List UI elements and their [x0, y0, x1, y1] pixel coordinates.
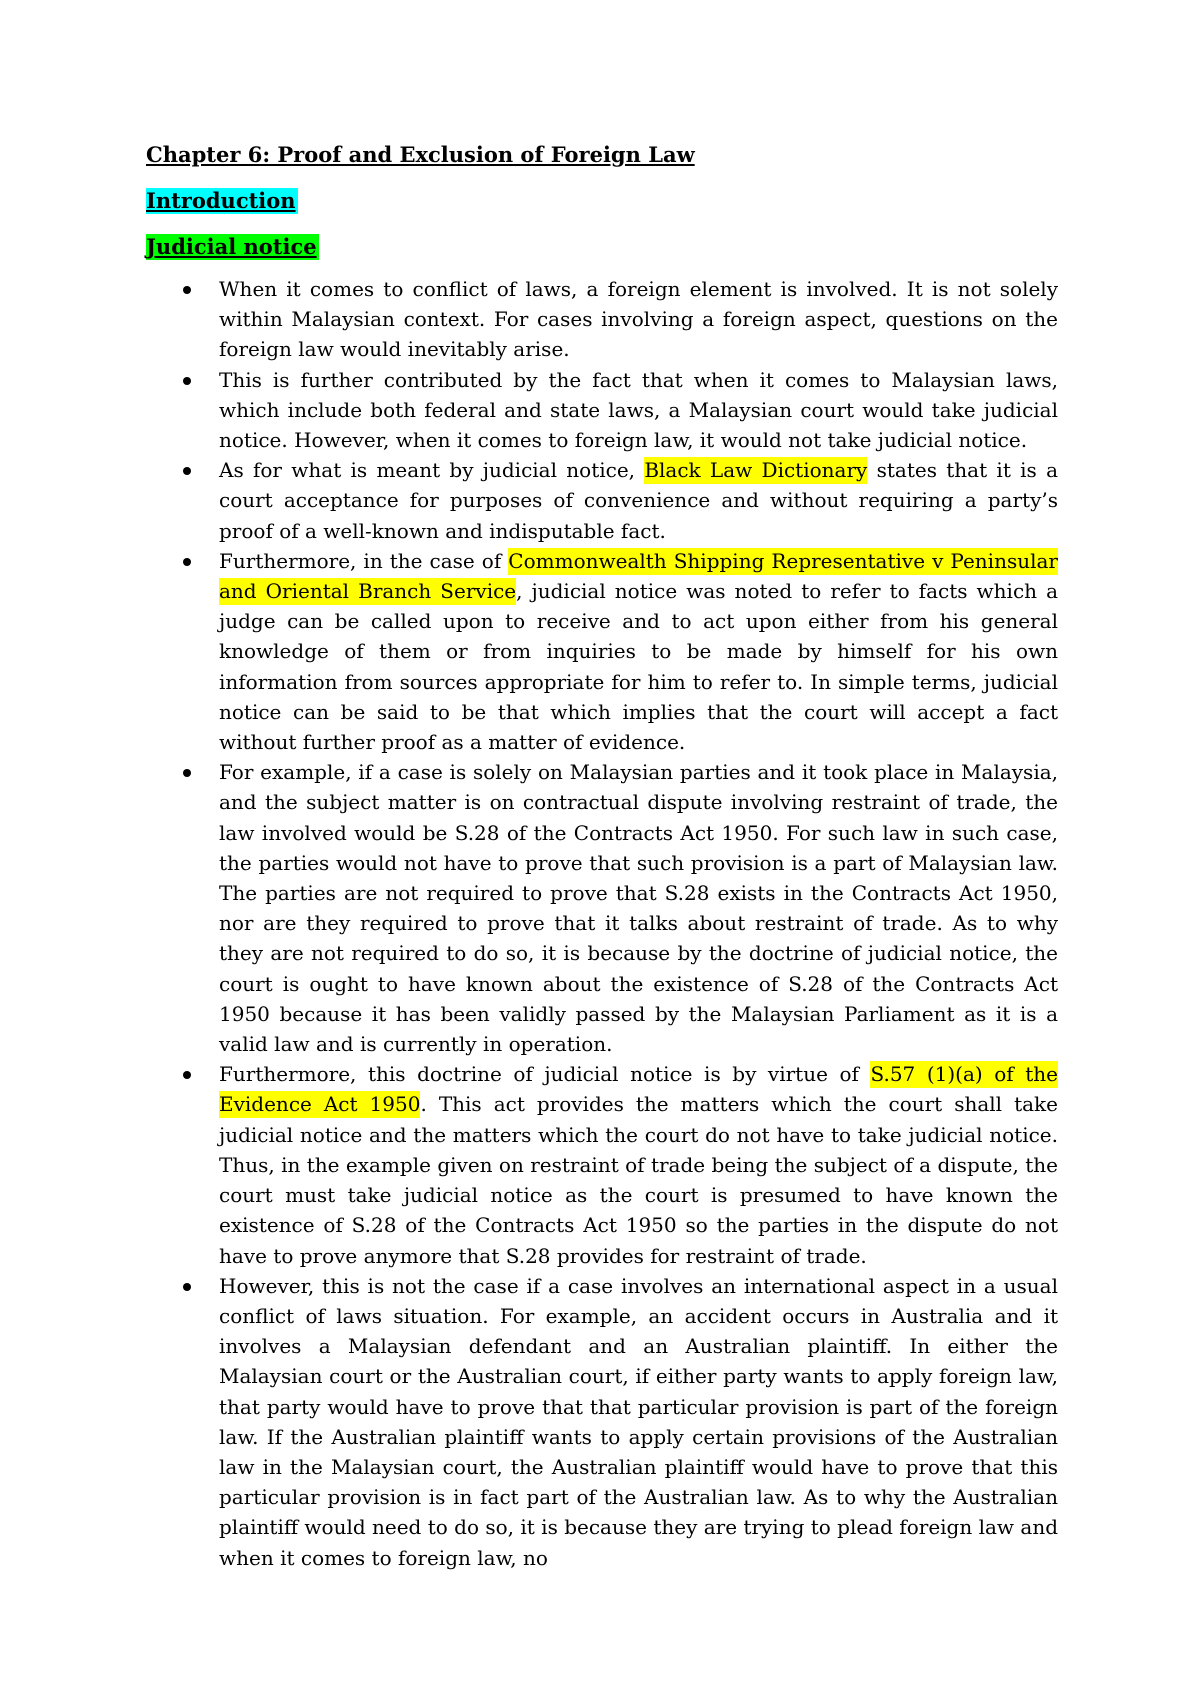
section-heading-judicial-notice — [146, 234, 1058, 260]
chapter-title-text: Chapter 6: Proof and Exclusion of Foreign Law — [146, 142, 695, 167]
bullet-text-continued: . This act provides the matters which the court shall take judicial notice and the matters which the court do not have to take judicial notice. Thus, in the example given on restraint of trade being the subject of a dispute, the court must take judicial notice as the court is presumed to have known the existence of S.28 of the Contracts Act 1950 so the parties in the dispute do not have to prove anymore that S.28 provides for restraint of trade. — [219, 1092, 1058, 1268]
bullet-text: Furthermore, in the case of — [219, 548, 509, 573]
bullet-dot-icon — [183, 1283, 191, 1291]
bullet-text: When it comes to conflict of laws, a foreign element is involved. It is not solely within Malaysian context. For cases involving a foreign aspect, questions on the foreign law would inevitably arise. — [219, 277, 1058, 362]
bullet-text: However, this is not the case if a case involves an international aspect in a usual conflict of laws situation. For example, an accident occurs in Australia and it involves a Malaysian defendant and an Australian plaintiff. In either the Malaysian court or the Australian court, if either party wants to apply foreign law, that party would have to prove that that particular provision is part of the foreign law. If the Australian plaintiff wants to apply certain provisions of the Australian law in the Malaysian court, the Australian plaintiff would have to prove that this particular provision is in fact part of the Australian law. As to why the Australian plaintiff would need to do so, it is because they are trying to plead foreign law and when it comes to foreign law, no — [219, 1273, 1058, 1570]
bullet-item — [146, 455, 1058, 546]
highlighted-citation: S.57 (1)(a) of the Evidence Act 1950 — [219, 1062, 1058, 1117]
bullet-text-continued: states that it is a court acceptance for purposes of convenience and without requiring a party’s proof of a well-known and indisputable fact. — [219, 458, 1059, 543]
bullet-dot-icon — [183, 467, 191, 475]
bullet-text-continued: , judicial notice was noted to refer to facts which a judge can be called upon to receive and to act upon either from his general knowledge of them or from inquiries to be made by himself for his own information from sources appropriate for him to refer to. In simple terms, judicial notice can be said to be that which implies that the court will accept a fact without further proof as a matter of evidence. — [219, 579, 1058, 755]
bullet-text: As for what is meant by judicial notice, — [219, 458, 645, 483]
bullet-item — [146, 546, 1058, 757]
bullet-dot-icon — [183, 558, 191, 566]
bullet-dot-icon — [183, 377, 191, 385]
section-heading-introduction — [146, 188, 1058, 214]
bullet-dot-icon — [183, 286, 191, 294]
bullet-text: Furthermore, this doctrine of judicial notice is by virtue of — [219, 1062, 871, 1087]
highlighted-citation: Black Law Dictionary — [644, 458, 868, 483]
document-body — [146, 142, 1058, 1573]
bullet-item — [146, 1271, 1058, 1573]
highlighted-citation: Commonwealth Shipping Representative v Peninsular and Oriental Branch Service — [219, 548, 1058, 604]
bullet-item — [146, 757, 1058, 1059]
bullet-item — [146, 365, 1058, 456]
bullet-item — [146, 274, 1058, 365]
bullet-text: This is further contributed by the fact that when it comes to Malaysian laws, which include both federal and state laws, a Malaysian court would take judicial notice. However, when it comes to foreign law, it would not take judicial notice. — [219, 367, 1058, 453]
bullet-dot-icon — [183, 769, 191, 777]
judicial-notice-heading-text: Judicial notice — [146, 234, 317, 259]
bullet-item — [146, 1059, 1058, 1270]
chapter-title — [146, 142, 1058, 168]
introduction-heading-text: Introduction — [146, 188, 296, 213]
bullet-list — [146, 274, 1058, 1573]
bullet-text: For example, if a case is solely on Malaysian parties and it took place in Malaysia, and the subject matter is on contractual dispute involving restraint of trade, the law involved would be S.28 of the Contracts Act 1950. For such law in such case, the parties would not have to prove that such provision is a part of Malaysian law. The parties are not required to prove that S.28 exists in the Contracts Act 1950, nor are they required to prove that it talks about restraint of trade. As to why they are not required to do so, it is because by the doctrine of judicial notice, the court is ought to have known about the existence of S.28 of the Contracts Act 1950 because it has been validly passed by the Malaysian Parliament as it is a valid law and is currently in operation. — [219, 760, 1058, 1057]
bullet-dot-icon — [183, 1071, 191, 1079]
